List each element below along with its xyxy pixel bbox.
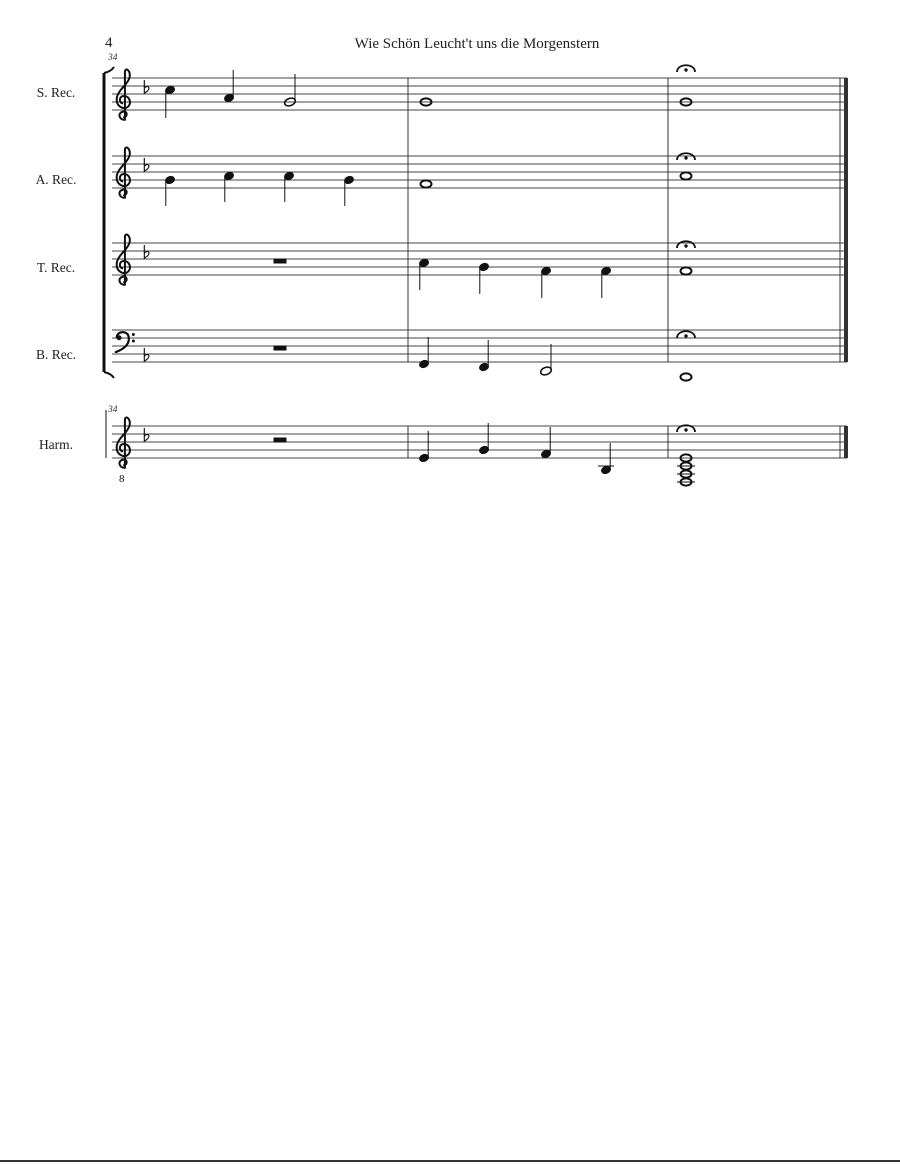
measure-number-harmony: 34 [108,405,118,415]
system-bracket [104,67,114,378]
note [681,373,692,380]
bass-clef-icon [116,332,135,352]
whole-rest [274,346,286,350]
alto-notes [165,171,692,206]
note [681,172,692,179]
treble-clef-icon [117,235,130,285]
fermata-icon [677,153,695,160]
staff-lines-soprano [112,78,847,110]
score-title: Wie Schön Leucht't uns die Morgenstern [354,36,600,52]
tenor-notes [274,258,692,298]
treble-clef-icon [117,148,130,198]
note [421,180,432,187]
fermata-icon [677,331,695,338]
key-signature-flat [144,80,149,93]
clef-8vb-mark: 8 [119,473,125,485]
staff-lines-bass [112,330,847,362]
page-edge-rule [0,1160,900,1162]
key-signature-flat [144,245,149,258]
harmony-notes [274,423,695,486]
treble-clef-icon [117,418,130,468]
bass-notes [274,337,692,381]
whole-rest [274,438,286,442]
key-signature-flat [144,428,149,441]
key-signature-flat [144,348,149,361]
staff-label-tenor: T. Rec. [36,260,76,275]
note [681,267,692,274]
staff-label-alto: A. Rec. [35,172,77,187]
fermata-icon [677,65,695,72]
key-signature-flat [144,158,149,171]
treble-clef-icon [117,70,130,120]
final-chord [677,454,695,485]
fermata-icon [677,241,695,248]
measure-number-system: 34 [108,53,118,63]
staff-label-soprano: S. Rec. [36,85,76,100]
whole-rest [274,259,286,263]
staff-lines-harmony [112,426,847,458]
note [540,366,553,377]
staff-lines-alto [112,156,847,188]
page-number: 4 [105,35,113,51]
barlines [408,78,846,458]
staff-label-harmony: Harm. [38,437,74,452]
staff-label-bass: B. Rec. [35,347,77,362]
